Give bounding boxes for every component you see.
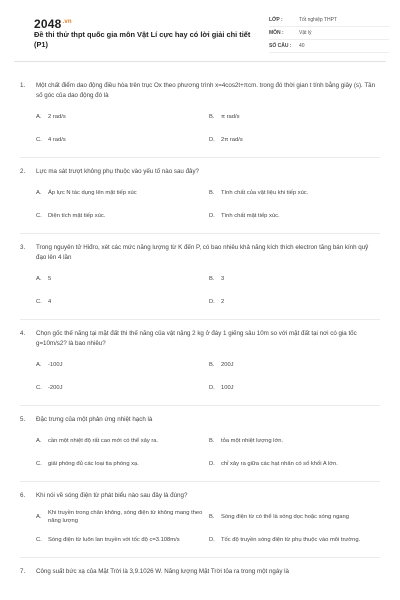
answer-options — [20, 185, 380, 224]
meta-value: 40 — [299, 43, 305, 49]
logo-main: 2048 — [34, 17, 62, 31]
question-divider — [20, 405, 380, 406]
option-b[interactable]: B. 3 — [209, 276, 225, 282]
option-d[interactable]: D. 2π rad/s — [209, 137, 243, 143]
option-d[interactable]: D. 100J — [209, 385, 234, 391]
question-5 — [14, 415, 386, 472]
question-divider — [20, 319, 380, 320]
question-number: 1. — [20, 82, 26, 89]
question-divider — [20, 233, 380, 234]
meta-row-class — [269, 14, 389, 27]
question-number: 5. — [20, 416, 26, 423]
question-text: Trong nguyên tử Hiđro, xét các mức năng lượng từ K đến P, có bao nhiêu khả năng kích thích electron tăng bán kính quỹ đạo lên 4 lần — [36, 244, 369, 261]
option-a[interactable]: A. Áp lực N tác dụng lên mặt tiếp xúc — [36, 190, 137, 196]
meta-value: Vật lý — [299, 30, 312, 36]
option-b[interactable]: B. 200J — [209, 362, 234, 368]
option-d[interactable]: D. chỉ xảy ra giữa các hạt nhân có số khối A lớn. — [209, 461, 338, 467]
question-1 — [14, 81, 386, 148]
question-text: Đặc trưng của một phản ứng nhiệt hạch là — [36, 416, 153, 423]
option-a[interactable]: A. -100J — [36, 362, 63, 368]
option-b[interactable]: B. tỏa một nhiệt lượng lớn. — [209, 438, 284, 444]
question-3 — [14, 243, 386, 310]
answer-options — [20, 509, 380, 548]
question-number: 3. — [20, 244, 26, 251]
exam-title: Đề thi thử thpt quốc gia môn Vật Lí cực hay có lời giải chi tiết (P1) — [34, 30, 251, 49]
question-4 — [14, 329, 386, 396]
meta-value: Tốt nghiệp THPT — [299, 17, 337, 23]
site-logo[interactable] — [34, 17, 72, 31]
question-text: Lực ma sát trượt không phụ thuộc vào yếu tố nào sau đây? — [36, 168, 200, 175]
question-text: Một chất điểm dao động điều hòa trên trục Ox theo phương trình x=4cos2t+πcm. trong đó thời gian t tính bằng giây (s). Tần số góc của dao động đó là — [36, 82, 376, 99]
option-b[interactable]: B. Sóng điện từ có thể là sóng dọc hoặc sóng ngang — [209, 514, 349, 520]
question-text: Khi nói về sóng điện từ phát biểu nào sau đây là đúng? — [36, 492, 188, 499]
answer-options — [20, 271, 380, 310]
meta-key: MÔN : — [269, 30, 284, 36]
exam-meta — [269, 14, 389, 53]
question-number: 7. — [20, 568, 26, 575]
answer-options — [20, 357, 380, 396]
meta-key: LỚP : — [269, 17, 283, 23]
option-a[interactable]: A. 2 rad/s — [36, 114, 66, 120]
meta-row-subject — [269, 27, 389, 40]
meta-key: SỐ CÂU : — [269, 43, 292, 49]
option-c[interactable]: C. 4 — [36, 299, 52, 305]
meta-row-count — [269, 40, 389, 53]
question-text: Chọn gốc thế năng tại mặt đất thì thế năng của vật nặng 2 kg ở đáy 1 giếng sâu 10m so với mặt đất tại nơi có gia tốc g=10m/s2? là bao nhiêu? — [36, 330, 357, 347]
question-7 — [14, 567, 386, 577]
answer-options — [20, 109, 380, 148]
option-d[interactable]: D. 2 — [209, 299, 225, 305]
exam-header — [14, 0, 386, 62]
option-a[interactable]: A. cần một nhiệt độ rất cao mới có thể xảy ra. — [36, 438, 159, 444]
question-2 — [14, 167, 386, 224]
question-number: 2. — [20, 168, 26, 175]
option-c[interactable]: C. -200J — [36, 385, 63, 391]
option-c[interactable]: C. Diện tích mặt tiếp xúc. — [36, 213, 106, 219]
option-a[interactable]: A. 5 — [36, 276, 52, 282]
question-divider — [20, 481, 380, 482]
option-b[interactable]: B. Tính chất của vật liệu khi tiếp xúc. — [209, 190, 309, 196]
question-number: 4. — [20, 330, 26, 337]
option-d[interactable]: D. Tình chất mặt tiếp xúc. — [209, 213, 280, 219]
question-number: 6. — [20, 492, 26, 499]
question-divider — [20, 557, 380, 558]
answer-options — [20, 433, 380, 472]
option-d[interactable]: D. Tốc độ truyền sóng điện từ phụ thuộc vào môi trường. — [209, 537, 361, 543]
option-a[interactable]: A. Khi truyền trong chân không, sóng điện từ không mang theo năng lượng — [36, 510, 203, 524]
question-text: Công suất bức xạ của Mặt Trời là 3,9.1026 W. Năng lượng Mặt Trời tỏa ra trong một ngày là — [36, 568, 289, 575]
logo-suffix: .vn — [62, 19, 72, 25]
question-6 — [14, 491, 386, 548]
option-c[interactable]: C. giải phóng đủ các loại tia phóng xạ. — [36, 461, 139, 467]
option-c[interactable]: C. Sóng điện từ luôn lan truyền với tốc độ c=3.108m/s — [36, 537, 180, 543]
option-c[interactable]: C. 4 rad/s — [36, 137, 66, 143]
option-b[interactable]: B. π rad/s — [209, 114, 240, 120]
question-divider — [20, 157, 380, 158]
